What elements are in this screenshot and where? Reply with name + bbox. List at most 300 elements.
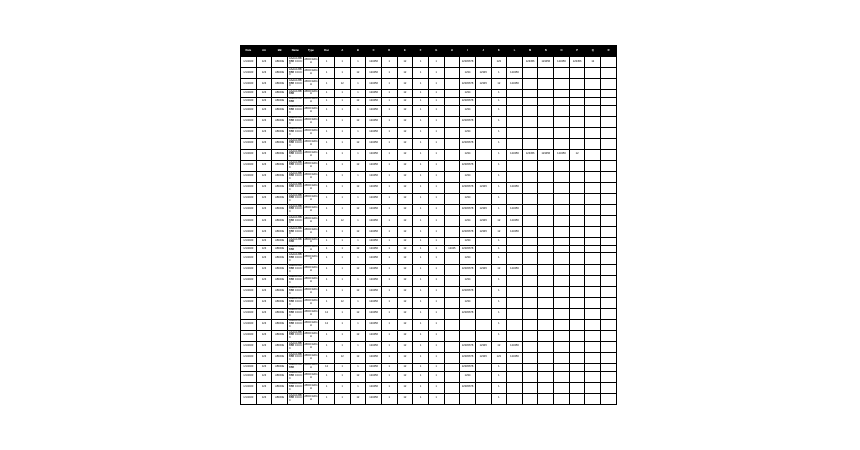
table-cell[interactable]: 1	[428, 253, 444, 264]
table-cell[interactable]	[475, 253, 491, 264]
table-cell[interactable]	[522, 105, 538, 116]
table-cell[interactable]: 1	[334, 116, 350, 127]
table-cell[interactable]: ABCDE	[272, 363, 288, 371]
table-cell[interactable]: 123456	[366, 79, 382, 90]
table-cell[interactable]: 1	[491, 105, 507, 116]
table-cell[interactable]: 1	[428, 97, 444, 105]
table-cell[interactable]: AAAAA BBBBB CCCCC	[287, 264, 303, 275]
table-cell[interactable]: 1	[319, 215, 335, 226]
table-cell[interactable]	[475, 382, 491, 393]
table-cell[interactable]: 1	[428, 393, 444, 404]
table-cell[interactable]: 1	[334, 149, 350, 160]
table-cell[interactable]: 1	[381, 275, 397, 286]
table-cell[interactable]: 1	[491, 286, 507, 297]
table-cell[interactable]: 123456	[522, 149, 538, 160]
table-cell[interactable]	[554, 341, 570, 352]
table-cell[interactable]: 12	[397, 341, 413, 352]
table-cell[interactable]: ABCDE	[272, 215, 288, 226]
table-cell[interactable]: 123456	[366, 90, 382, 98]
table-cell[interactable]: 1	[350, 79, 366, 90]
table-cell[interactable]: 1	[381, 79, 397, 90]
table-cell[interactable]	[569, 341, 585, 352]
table-cell[interactable]: 1	[428, 286, 444, 297]
table-cell[interactable]: ABCD EFGH	[303, 182, 319, 193]
table-cell[interactable]: ABCD EFGH	[303, 341, 319, 352]
table-cell[interactable]: 1	[428, 171, 444, 182]
table-cell[interactable]: AAAAA BBBBB CCCCC	[287, 193, 303, 204]
table-cell[interactable]: 1	[319, 237, 335, 245]
column-header[interactable]: N	[538, 46, 554, 57]
table-cell[interactable]: 1	[428, 341, 444, 352]
table-cell[interactable]: ABCD EFGH	[304, 89, 318, 96]
table-cell[interactable]: 12	[350, 138, 366, 149]
table-cell[interactable]: 1	[319, 330, 335, 341]
table-cell[interactable]	[522, 193, 538, 204]
table-cell[interactable]: ABCDE	[272, 68, 288, 79]
table-row[interactable]	[241, 393, 617, 404]
table-cell[interactable]	[444, 275, 460, 286]
table-cell[interactable]: 1	[413, 116, 429, 127]
table-cell[interactable]: AAAAA BBBBB CCCCC	[287, 308, 303, 319]
table-cell[interactable]: 1	[413, 182, 429, 193]
table-cell[interactable]: 123	[256, 105, 272, 116]
table-cell[interactable]	[569, 286, 585, 297]
table-cell[interactable]: 12345678	[460, 97, 476, 105]
table-cell[interactable]	[569, 275, 585, 286]
table-cell[interactable]: 123	[256, 363, 272, 371]
table-cell[interactable]: 12	[350, 160, 366, 171]
table-cell[interactable]: 1	[428, 68, 444, 79]
table-cell[interactable]	[569, 160, 585, 171]
table-cell[interactable]	[507, 363, 523, 371]
table-cell[interactable]	[601, 193, 617, 204]
table-cell[interactable]: 1/1/2023	[241, 204, 257, 215]
table-cell[interactable]: 123	[256, 253, 272, 264]
table-cell[interactable]: 1	[413, 264, 429, 275]
table-cell[interactable]	[601, 237, 617, 245]
table-cell[interactable]	[585, 382, 601, 393]
table-cell[interactable]: 1	[413, 171, 429, 182]
table-row[interactable]	[241, 171, 617, 182]
column-header[interactable]: BB	[272, 46, 288, 57]
table-cell[interactable]: 123	[256, 264, 272, 275]
table-cell[interactable]	[444, 138, 460, 149]
table-cell[interactable]: AAAAA BBBBB CCCCC	[287, 204, 303, 215]
table-cell[interactable]: 1	[491, 193, 507, 204]
table-cell[interactable]: 1234	[460, 237, 476, 245]
table-cell[interactable]	[601, 182, 617, 193]
table-cell[interactable]: 12	[350, 204, 366, 215]
table-cell[interactable]: 1	[413, 363, 429, 371]
table-cell[interactable]	[444, 253, 460, 264]
table-cell[interactable]: ABCDE	[272, 204, 288, 215]
table-cell[interactable]: 1	[350, 149, 366, 160]
table-cell[interactable]: AAAAA BBBBB CCCCC	[287, 371, 303, 382]
table-cell[interactable]: 1	[334, 264, 350, 275]
table-cell[interactable]: 12345	[475, 352, 491, 363]
table-cell[interactable]	[522, 68, 538, 79]
table-cell[interactable]: 12	[397, 319, 413, 330]
table-cell[interactable]	[507, 57, 523, 68]
table-cell[interactable]: 1	[381, 297, 397, 308]
table-cell[interactable]: 1	[413, 352, 429, 363]
table-cell[interactable]	[585, 319, 601, 330]
table-cell[interactable]	[444, 393, 460, 404]
table-cell[interactable]: 1234	[460, 127, 476, 138]
table-cell[interactable]	[444, 149, 460, 160]
table-cell[interactable]	[585, 149, 601, 160]
table-cell[interactable]	[585, 393, 601, 404]
table-cell[interactable]	[601, 97, 617, 105]
table-cell[interactable]	[538, 371, 554, 382]
table-cell[interactable]: 123456	[366, 330, 382, 341]
table-cell[interactable]: 1	[413, 341, 429, 352]
table-cell[interactable]: 123	[256, 237, 272, 245]
table-cell[interactable]: 12	[334, 215, 350, 226]
table-cell[interactable]: 123456	[366, 308, 382, 319]
table-cell[interactable]: 1	[319, 193, 335, 204]
table-cell[interactable]	[585, 226, 601, 237]
table-cell[interactable]: AAAAA BBBBB CCCCC	[287, 57, 303, 68]
table-cell[interactable]: 1	[381, 363, 397, 371]
table-cell[interactable]	[444, 90, 460, 98]
table-cell[interactable]: 1	[413, 297, 429, 308]
table-cell[interactable]: AAAAA BBBBB CCCCC	[287, 341, 303, 352]
table-cell[interactable]	[554, 264, 570, 275]
table-cell[interactable]	[554, 204, 570, 215]
table-cell[interactable]: 12345678	[460, 160, 476, 171]
table-cell[interactable]: 123456	[366, 171, 382, 182]
table-cell[interactable]: 1	[381, 57, 397, 68]
table-cell[interactable]: 12	[585, 57, 601, 68]
table-cell[interactable]: AAAAA BBBBB CCCCC	[287, 171, 303, 182]
table-cell[interactable]: ABCD EFGH	[303, 308, 319, 319]
table-cell[interactable]	[585, 245, 601, 253]
table-cell[interactable]: 1/1/2023	[241, 371, 257, 382]
table-cell[interactable]: 123	[256, 245, 272, 253]
table-cell[interactable]: 1	[491, 297, 507, 308]
table-cell[interactable]	[585, 171, 601, 182]
table-cell[interactable]: 1234	[460, 215, 476, 226]
table-cell[interactable]	[538, 275, 554, 286]
table-cell[interactable]	[538, 79, 554, 90]
table-cell[interactable]: ABCD EFGH	[304, 97, 318, 104]
table-row[interactable]	[241, 57, 617, 68]
table-cell[interactable]: 1	[428, 297, 444, 308]
table-cell[interactable]: 123456	[366, 127, 382, 138]
table-cell[interactable]	[585, 308, 601, 319]
table-cell[interactable]: 12	[350, 286, 366, 297]
table-cell[interactable]	[585, 138, 601, 149]
table-cell[interactable]	[522, 116, 538, 127]
table-cell[interactable]: 1	[413, 127, 429, 138]
table-cell[interactable]: 1	[319, 182, 335, 193]
table-cell[interactable]: 1	[350, 193, 366, 204]
table-cell[interactable]: 1	[350, 90, 366, 98]
table-cell[interactable]: 1	[428, 160, 444, 171]
table-cell[interactable]	[522, 297, 538, 308]
table-cell[interactable]: 1/1/2023	[241, 90, 257, 98]
table-cell[interactable]: 1234	[460, 275, 476, 286]
table-cell[interactable]	[554, 182, 570, 193]
table-cell[interactable]: 123456	[538, 149, 554, 160]
table-cell[interactable]: 12345678	[460, 116, 476, 127]
table-cell[interactable]	[585, 105, 601, 116]
table-cell[interactable]	[538, 245, 554, 253]
table-cell[interactable]	[522, 393, 538, 404]
table-cell[interactable]	[601, 382, 617, 393]
table-row[interactable]	[241, 363, 617, 371]
table-cell[interactable]: 1	[334, 57, 350, 68]
table-cell[interactable]: 1	[334, 330, 350, 341]
table-cell[interactable]: 12	[350, 393, 366, 404]
table-cell[interactable]: 1	[381, 319, 397, 330]
table-cell[interactable]: 12	[397, 363, 413, 371]
table-cell[interactable]	[601, 149, 617, 160]
table-cell[interactable]: 1/1/2023	[241, 116, 257, 127]
table-cell[interactable]	[601, 371, 617, 382]
table-cell[interactable]: 123	[256, 297, 272, 308]
table-cell[interactable]	[507, 297, 523, 308]
table-cell[interactable]: AAAAA BBBBB CCCCC	[287, 215, 303, 226]
table-cell[interactable]	[460, 319, 476, 330]
table-cell[interactable]: 12345	[475, 226, 491, 237]
table-cell[interactable]	[507, 253, 523, 264]
table-cell[interactable]: ABCD EFGH	[303, 226, 319, 237]
table-cell[interactable]: 12	[397, 226, 413, 237]
table-cell[interactable]: 123	[256, 97, 272, 105]
table-cell[interactable]: 1/1/2023	[241, 275, 257, 286]
table-cell[interactable]	[538, 204, 554, 215]
table-cell[interactable]	[569, 171, 585, 182]
table-cell[interactable]	[522, 382, 538, 393]
table-cell[interactable]	[507, 97, 523, 105]
table-cell[interactable]: 123	[256, 393, 272, 404]
table-cell[interactable]	[444, 308, 460, 319]
table-cell[interactable]	[601, 105, 617, 116]
table-cell[interactable]: 1	[428, 363, 444, 371]
table-cell[interactable]: 1/1/2023	[241, 308, 257, 319]
table-cell[interactable]	[507, 237, 523, 245]
table-cell[interactable]: 12	[569, 149, 585, 160]
table-cell[interactable]	[475, 330, 491, 341]
table-cell[interactable]	[444, 68, 460, 79]
table-cell[interactable]	[444, 182, 460, 193]
table-cell[interactable]: 12	[334, 352, 350, 363]
table-cell[interactable]: 12	[334, 297, 350, 308]
table-row[interactable]	[241, 105, 617, 116]
table-cell[interactable]	[569, 79, 585, 90]
table-cell[interactable]: 1	[319, 57, 335, 68]
table-cell[interactable]: ABCDE	[272, 264, 288, 275]
table-cell[interactable]	[554, 116, 570, 127]
table-cell[interactable]	[585, 193, 601, 204]
table-cell[interactable]: ABCD EFGH	[303, 352, 319, 363]
table-cell[interactable]: 1	[319, 264, 335, 275]
table-cell[interactable]: 1/1/2023	[241, 182, 257, 193]
table-cell[interactable]: 12345	[475, 68, 491, 79]
table-cell[interactable]: 12	[350, 308, 366, 319]
table-cell[interactable]: 123456	[507, 204, 523, 215]
table-cell[interactable]: ABCDE	[272, 193, 288, 204]
column-header[interactable]: Type	[303, 46, 319, 57]
table-cell[interactable]: 12	[491, 226, 507, 237]
table-row[interactable]	[241, 286, 617, 297]
table-cell[interactable]	[569, 97, 585, 105]
table-cell[interactable]	[522, 237, 538, 245]
table-cell[interactable]: 1	[428, 204, 444, 215]
table-cell[interactable]: 1	[381, 371, 397, 382]
table-cell[interactable]: 12345678	[460, 79, 476, 90]
table-cell[interactable]	[601, 245, 617, 253]
table-cell[interactable]: 1	[334, 226, 350, 237]
table-cell[interactable]: 12	[397, 286, 413, 297]
table-cell[interactable]: 1	[381, 226, 397, 237]
table-cell[interactable]: 1	[334, 275, 350, 286]
table-cell[interactable]: 1	[350, 382, 366, 393]
table-cell[interactable]: 12	[397, 275, 413, 286]
table-cell[interactable]: ABCDE	[272, 105, 288, 116]
table-cell[interactable]	[554, 382, 570, 393]
table-cell[interactable]: 1	[381, 341, 397, 352]
table-cell[interactable]: 1/1/2023	[241, 226, 257, 237]
table-cell[interactable]	[507, 308, 523, 319]
table-cell[interactable]	[601, 393, 617, 404]
table-cell[interactable]	[569, 297, 585, 308]
table-cell[interactable]: 12	[350, 182, 366, 193]
column-header[interactable]: F	[413, 46, 429, 57]
table-row[interactable]	[241, 215, 617, 226]
table-cell[interactable]: 123456	[507, 79, 523, 90]
table-cell[interactable]: 1	[334, 371, 350, 382]
table-cell[interactable]	[569, 90, 585, 98]
table-cell[interactable]: 1	[491, 90, 507, 98]
column-header[interactable]: Doc	[319, 46, 335, 57]
table-cell[interactable]: 1/1/2023	[241, 149, 257, 160]
table-cell[interactable]: 1	[319, 138, 335, 149]
table-cell[interactable]: AAAAA BBBBB CCCCC	[287, 149, 303, 160]
table-cell[interactable]: 1	[334, 341, 350, 352]
table-cell[interactable]: 1	[413, 226, 429, 237]
table-cell[interactable]	[538, 226, 554, 237]
table-cell[interactable]	[554, 79, 570, 90]
table-cell[interactable]: 1	[491, 371, 507, 382]
table-cell[interactable]: 1	[381, 160, 397, 171]
table-cell[interactable]	[585, 264, 601, 275]
table-cell[interactable]: 1234	[460, 105, 476, 116]
table-cell[interactable]: 12	[350, 371, 366, 382]
column-header[interactable]: Q	[585, 46, 601, 57]
table-cell[interactable]: 1	[334, 237, 350, 245]
table-cell[interactable]: 1	[334, 382, 350, 393]
table-cell[interactable]: AAAAA BBBBB CCCCC	[287, 127, 303, 138]
table-cell[interactable]	[522, 253, 538, 264]
table-cell[interactable]: 12	[397, 253, 413, 264]
table-cell[interactable]: 123456	[366, 105, 382, 116]
table-cell[interactable]: 1	[334, 90, 350, 98]
table-cell[interactable]: 1	[413, 308, 429, 319]
table-cell[interactable]	[569, 193, 585, 204]
table-cell[interactable]: AAAAA BBBBB CCCCC	[287, 138, 303, 149]
table-cell[interactable]: ABCD EFGH	[303, 275, 319, 286]
table-cell[interactable]: 1	[381, 193, 397, 204]
table-cell[interactable]: 1	[350, 297, 366, 308]
table-cell[interactable]: 1	[350, 105, 366, 116]
table-cell[interactable]: 12	[397, 382, 413, 393]
table-cell[interactable]: 123	[256, 286, 272, 297]
table-cell[interactable]: 123456	[507, 341, 523, 352]
table-cell[interactable]	[444, 127, 460, 138]
table-cell[interactable]: 1	[334, 105, 350, 116]
table-cell[interactable]: 123	[256, 79, 272, 90]
table-cell[interactable]: 123	[256, 149, 272, 160]
table-cell[interactable]: 123	[256, 371, 272, 382]
table-cell[interactable]: AAAAA BBBBB CCCCC	[287, 79, 303, 90]
table-cell[interactable]: 1	[350, 237, 366, 245]
column-header[interactable]: H	[444, 46, 460, 57]
table-cell[interactable]: 1	[428, 193, 444, 204]
table-cell[interactable]	[522, 127, 538, 138]
table-row[interactable]	[241, 204, 617, 215]
table-row[interactable]	[241, 237, 617, 245]
table-cell[interactable]: 12345678	[460, 182, 476, 193]
table-cell[interactable]	[475, 237, 491, 245]
table-cell[interactable]: ABCDE	[272, 286, 288, 297]
table-cell[interactable]: 1	[319, 105, 335, 116]
table-cell[interactable]: 1	[381, 149, 397, 160]
table-cell[interactable]: 1	[319, 97, 335, 105]
table-cell[interactable]	[507, 275, 523, 286]
table-cell[interactable]: 123456	[366, 193, 382, 204]
table-cell[interactable]: AAAAA BBBBB	[288, 245, 302, 252]
table-cell[interactable]: ABCDE	[272, 245, 288, 253]
table-cell[interactable]	[585, 275, 601, 286]
table-cell[interactable]: 1	[428, 371, 444, 382]
table-cell[interactable]: 12	[397, 68, 413, 79]
table-cell[interactable]	[554, 297, 570, 308]
table-cell[interactable]: 1	[413, 286, 429, 297]
column-header[interactable]: P	[569, 46, 585, 57]
table-cell[interactable]: 1	[428, 79, 444, 90]
table-cell[interactable]: 1	[334, 245, 350, 253]
table-cell[interactable]	[569, 330, 585, 341]
table-cell[interactable]: 1/1/2023	[241, 127, 257, 138]
table-cell[interactable]: AAAAA BBBBB CCCCC	[287, 319, 303, 330]
table-cell[interactable]: AAAAA BBBBB CCCCC	[287, 226, 303, 237]
table-cell[interactable]	[507, 393, 523, 404]
table-cell[interactable]: 1	[428, 116, 444, 127]
table-cell[interactable]	[475, 127, 491, 138]
column-header[interactable]: J	[475, 46, 491, 57]
table-cell[interactable]: 1	[491, 319, 507, 330]
table-cell[interactable]: AAAAA BBBBB CCCCC	[287, 253, 303, 264]
table-cell[interactable]: 1	[491, 237, 507, 245]
table-cell[interactable]: 1	[413, 245, 429, 253]
table-cell[interactable]: 1	[319, 275, 335, 286]
table-cell[interactable]	[475, 297, 491, 308]
table-cell[interactable]	[460, 330, 476, 341]
table-cell[interactable]	[538, 237, 554, 245]
table-cell[interactable]: 1	[334, 308, 350, 319]
table-cell[interactable]: 12	[491, 79, 507, 90]
table-cell[interactable]	[585, 116, 601, 127]
table-cell[interactable]: 1/1/2023	[241, 297, 257, 308]
table-cell[interactable]	[507, 286, 523, 297]
table-cell[interactable]: 1/1/2023	[241, 352, 257, 363]
table-cell[interactable]	[569, 215, 585, 226]
table-cell[interactable]: 123456	[366, 393, 382, 404]
table-cell[interactable]: 123456	[366, 204, 382, 215]
